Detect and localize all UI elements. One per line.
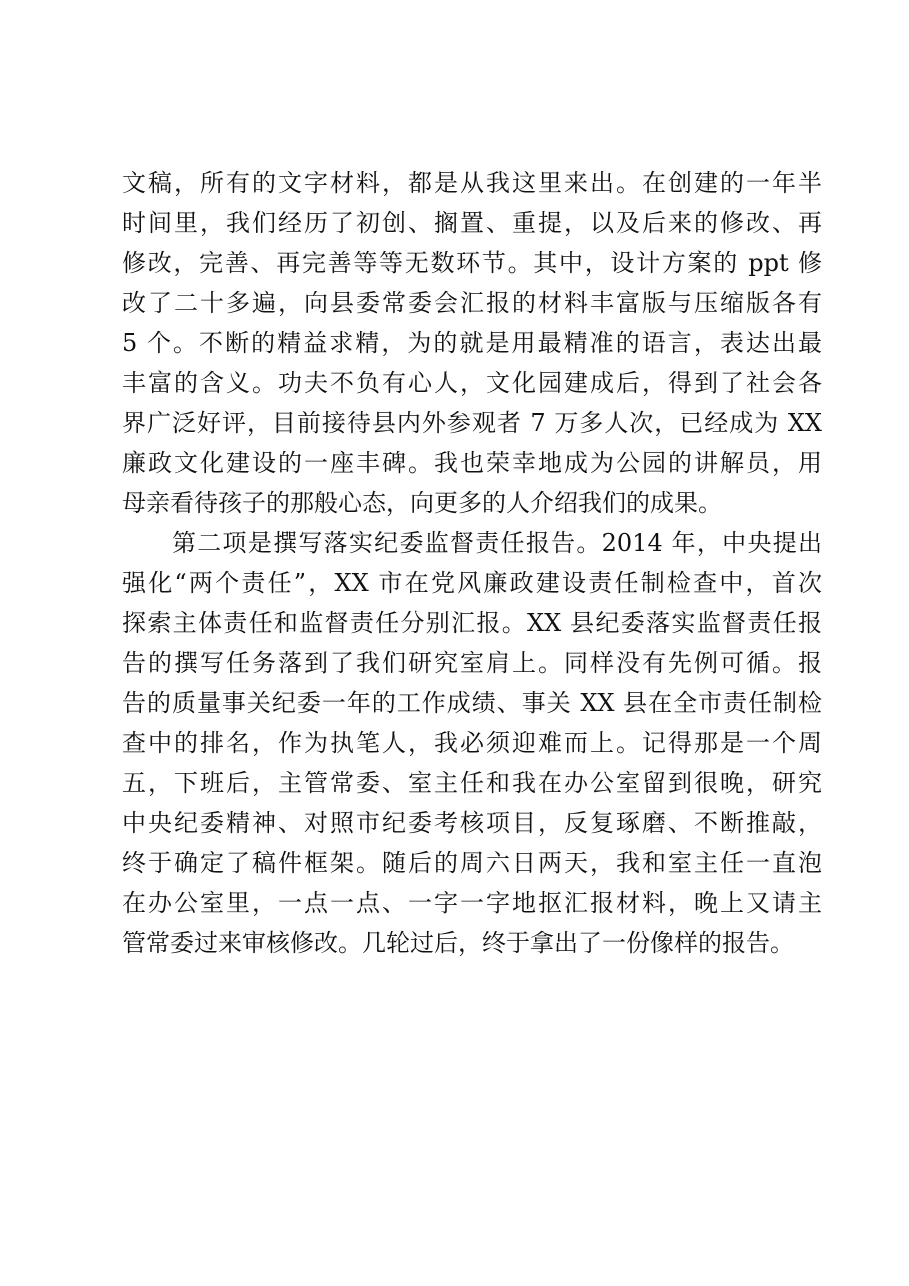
paragraph-line: 时间里，我们经历了初创、搁置、重提，以及后来的修改、再 (122, 209, 822, 237)
paragraph-line: 修改，完善、再完善等等无数环节。其中，设计方案的 ppt 修 (122, 249, 822, 277)
paragraph-line: 告的撰写任务落到了我们研究室肩上。同样没有先例可循。报 (122, 649, 822, 677)
paragraph-line: 强化“两个责任”，XX 市在党风廉政建设责任制检查中，首次 (122, 569, 822, 597)
paragraph-line: 管常委过来审核修改。几轮过后，终于拿出了一份像样的报告。 (122, 929, 794, 957)
paragraph-line: 在办公室里，一点一点、一字一字地抠汇报材料，晚上又请主 (122, 889, 822, 917)
document-body (122, 163, 822, 963)
paragraph-line: 终于确定了稿件框架。随后的周六日两天，我和室主任一直泡 (122, 849, 822, 877)
paragraph-line: 界广泛好评，目前接待县内外参观者 7 万多人次，已经成为 XX (122, 409, 822, 437)
paragraph-line: 改了二十多遍，向县委常委会汇报的材料丰富版与压缩版各有 (122, 289, 822, 317)
paragraph-line: 母亲看待孩子的那般心态，向更多的人介绍我们的成果。 (122, 489, 722, 517)
paragraph-line: 中央纪委精神、对照市纪委考核项目，反复琢磨、不断推敲， (122, 809, 822, 837)
paragraph-line: 探索主体责任和监督责任分别汇报。XX 县纪委落实监督责任报 (122, 609, 822, 637)
paragraph-line: 查中的排名，作为执笔人，我必须迎难而上。记得那是一个周 (122, 729, 822, 757)
paragraph-line: 告的质量事关纪委一年的工作成绩、事关 XX 县在全市责任制检 (122, 689, 822, 717)
paragraph-line: 第二项是撰写落实纪委监督责任报告。2014 年，中央提出 (172, 529, 822, 557)
paragraph-line: 文稿，所有的文字材料，都是从我这里来出。在创建的一年半 (122, 169, 822, 197)
paragraph-line: 廉政文化建设的一座丰碑。我也荣幸地成为公园的讲解员，用 (122, 449, 822, 477)
paragraph-line: 五，下班后，主管常委、室主任和我在办公室留到很晚，研究 (122, 769, 822, 797)
paragraph-line: 5 个。不断的精益求精，为的就是用最精准的语言，表达出最 (122, 329, 822, 357)
paragraph-line: 丰富的含义。功夫不负有心人，文化园建成后，得到了社会各 (122, 369, 822, 397)
